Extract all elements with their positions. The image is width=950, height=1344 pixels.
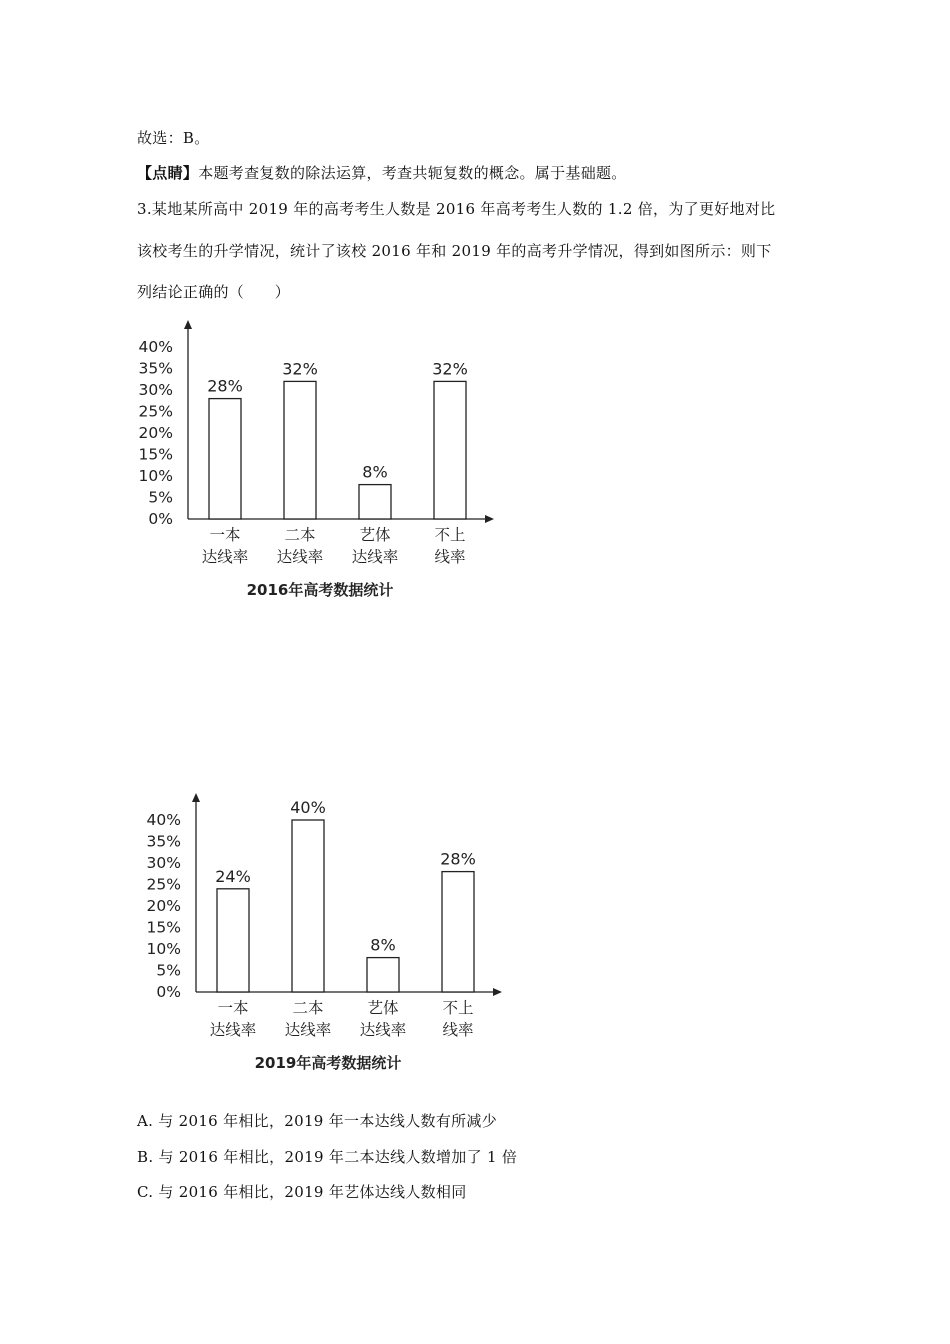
y-tick-label: 40% (138, 338, 173, 356)
y-tick-label: 25% (146, 875, 181, 894)
category-label: 一本 (209, 526, 241, 544)
y-tick-label: 40% (146, 811, 181, 829)
bar (284, 381, 316, 519)
y-tick-label: 20% (138, 424, 173, 442)
category-label: 艺体 (359, 526, 391, 544)
data-label: 32% (282, 359, 318, 379)
question-3-line-3: 列结论正确的（ ） (137, 283, 291, 301)
bar (434, 381, 466, 519)
chart-title: 2016年高考数据统计 (246, 581, 394, 599)
y-tick-label: 20% (146, 897, 181, 915)
answer-line: 故选：B。 (137, 129, 210, 147)
bar-chart-2019 (128, 785, 528, 1085)
category-label: 达线率 (351, 548, 399, 566)
category-label: 达线率 (209, 1021, 257, 1039)
question-3-line-1: 3.某地某所高中 2019 年的高考考生人数是 2016 年高考考生人数的 1.2 倍，为了更好地对比 (137, 200, 776, 218)
category-label: 不上 (442, 999, 474, 1017)
comment-body: 本题考查复数的除法运算，考查共轭复数的概念。属于基础题。 (198, 164, 627, 182)
category-label: 艺体 (367, 999, 399, 1017)
category-label: 达线率 (359, 1021, 407, 1039)
bar (292, 820, 324, 992)
x-axis-arrow-icon (493, 988, 502, 996)
comment-tag: 【点睛】 (137, 164, 199, 182)
bar (209, 399, 241, 519)
bar-chart-2016 (120, 312, 520, 612)
y-axis-arrow-icon (184, 320, 192, 329)
bar (217, 889, 249, 992)
y-tick-label: 35% (138, 359, 173, 378)
category-label: 达线率 (276, 548, 324, 566)
data-label: 40% (290, 798, 326, 817)
category-label: 二本 (292, 999, 324, 1017)
data-label: 28% (440, 849, 476, 869)
data-label: 32% (432, 359, 468, 379)
y-tick-label: 10% (146, 940, 181, 958)
category-label: 二本 (284, 526, 316, 544)
bar (367, 958, 399, 992)
y-tick-label: 35% (146, 832, 181, 851)
y-tick-label: 15% (146, 918, 181, 937)
y-tick-label: 15% (138, 445, 173, 464)
y-tick-label: 5% (156, 961, 181, 980)
comment-line (137, 163, 627, 183)
category-label: 不上 (434, 526, 466, 544)
bar (442, 872, 474, 992)
y-tick-label: 10% (138, 467, 173, 485)
category-label: 线率 (442, 1021, 474, 1039)
category-label: 线率 (434, 548, 466, 566)
data-label: 8% (362, 462, 388, 482)
category-label: 达线率 (201, 548, 249, 566)
data-label: 8% (370, 935, 396, 955)
y-tick-label: 5% (148, 488, 173, 507)
data-label: 24% (215, 866, 251, 886)
y-tick-label: 30% (138, 381, 173, 399)
category-label: 一本 (217, 999, 249, 1017)
y-tick-label: 0% (148, 510, 173, 528)
y-tick-label: 25% (138, 402, 173, 421)
option-a: A. 与 2016 年相比，2019 年一本达线人数有所减少 (137, 1112, 498, 1130)
x-axis-arrow-icon (485, 515, 494, 523)
y-tick-label: 0% (156, 983, 181, 1001)
y-tick-label: 30% (146, 854, 181, 872)
category-label: 达线率 (284, 1021, 332, 1039)
option-b: B. 与 2016 年相比，2019 年二本达线人数增加了 1 倍 (137, 1148, 518, 1166)
data-label: 28% (207, 376, 243, 396)
bar (359, 485, 391, 519)
y-axis-arrow-icon (192, 793, 200, 802)
chart-title: 2019年高考数据统计 (254, 1054, 402, 1072)
question-3-line-2: 该校考生的升学情况，统计了该校 2016 年和 2019 年的高考升学情况，得到如图所示：则下 (137, 242, 772, 260)
option-c: C. 与 2016 年相比，2019 年艺体达线人数相同 (137, 1183, 467, 1201)
